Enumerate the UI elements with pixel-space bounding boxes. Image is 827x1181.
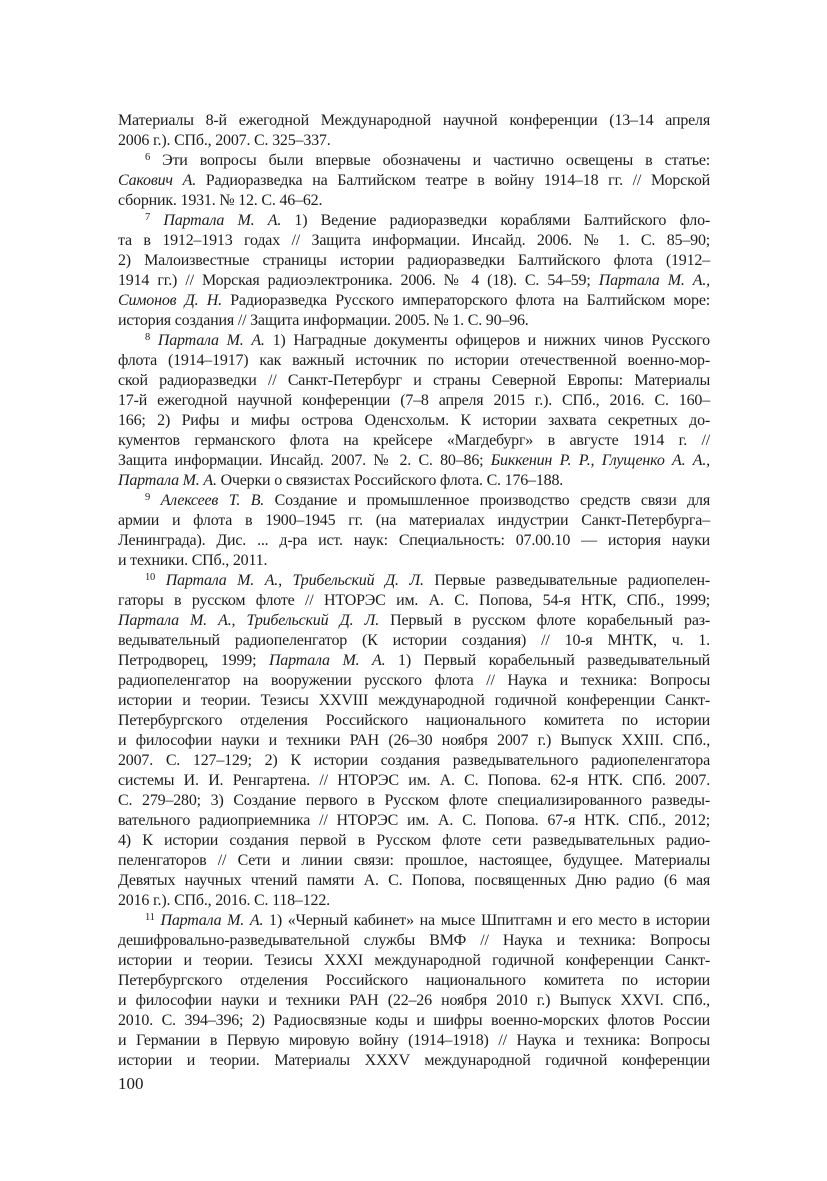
text-line	[118, 511, 710, 531]
author-name-italic: Биккенин Р. Р., Глущенко А. А.,	[490, 452, 710, 469]
footnote-number: 10	[145, 572, 156, 583]
text-run: Ленинграда). Дис. ... д-ра ист. наук: Специальность: 07.00.10 — история науки	[118, 532, 710, 549]
text-line	[118, 591, 710, 611]
text-run: Очерки о связистах Российского флота. С. 176–188.	[216, 472, 564, 489]
text-line	[118, 271, 710, 291]
text-line	[118, 411, 710, 431]
text-line	[118, 391, 710, 411]
text-line	[118, 751, 710, 771]
text-run: истории и теории. Материалы XXXV международной годичной конференции	[118, 1052, 710, 1069]
text-line	[118, 951, 710, 971]
text-run: Петербургского отделения Российского национального комитета по истории	[118, 972, 710, 989]
text-run: Радиоразведка Русского императорского флота на Балтийском море:	[221, 292, 710, 309]
text-line	[118, 931, 710, 951]
text-run: Радиоразведка на Балтийском театре в войну 1914–18 гг. // Морской	[196, 172, 710, 189]
text-run: 1) Наградные документы офицеров и нижних чинов Русского	[264, 332, 710, 349]
text-run: 2016 г.). СПб., 2016. С. 118–122.	[118, 892, 330, 909]
footnote-number: 11	[145, 912, 155, 923]
text-run: дешифровально-разведывательной службы ВМФ // Наука и техника: Вопросы	[118, 932, 710, 949]
text-line	[118, 851, 710, 871]
text-run: 2006 г.). СПб., 2007. С. 325–337.	[118, 132, 331, 149]
reference-continuation	[118, 111, 710, 151]
text-line	[118, 711, 710, 731]
text-run: Петербургского отделения Российского национального комитета по истории	[118, 712, 710, 729]
text-run: 1) «Черный кабинет» на мысе Шпитгамн и его место в истории	[263, 912, 710, 929]
text-line	[118, 251, 710, 271]
text-line	[118, 791, 710, 811]
text-run: ской радиоразведки // Санкт-Петербург и страны Северной Европы: Материалы	[118, 372, 710, 389]
text-run: 17-й ежегодной научной конференции (7–8 апреля 2015 г.). СПб., 2016. С. 160–	[118, 392, 710, 409]
text-run: 1) Первый корабельный разведывательный	[385, 652, 710, 669]
page-number: 100	[118, 1074, 144, 1093]
text-run: системы И. И. Ренгартена. // НТОРЭС им. А. С. Попова. 62-я НТК. СПб. 2007.	[118, 772, 710, 789]
footnote-10	[118, 571, 710, 911]
text-run: и техники. СПб., 2011.	[118, 552, 268, 569]
footnote-8	[118, 331, 710, 491]
text-run: армии и флота в 1900–1945 гг. (на материалах индустрии Санкт-Петербурга–	[118, 512, 710, 529]
text-run: истории и теории. Тезисы XXVIII международной годичной конференции Санкт-	[118, 692, 710, 709]
text-run: ведывательный радиопеленгатор (К истории создания) // 10-я МНТК, ч. 1.	[118, 632, 710, 649]
footnote-11	[118, 911, 710, 1071]
text-line	[118, 971, 710, 991]
text-run: 2010. С. 394–396; 2) Радиосвязные коды и шифры военно-морских флотов России	[118, 1012, 710, 1029]
text-run: та в 1912–1913 годах // Защита информации. Инсайд. 2006. № 1. С. 85–90;	[118, 232, 710, 249]
text-run: Эти вопросы были впервые обозначены и частично освещены в статье:	[150, 152, 710, 169]
text-line	[118, 871, 710, 891]
text-run: сборник. 1931. № 12. С. 46–62.	[118, 192, 323, 209]
text-line	[118, 731, 710, 751]
text-run: Материалы 8-й ежегодной Международной научной конференции (13–14 апреля	[118, 112, 710, 129]
text-run: С. 279–280; 3) Создание первого в Русском флоте специализированного разведы-	[118, 792, 710, 809]
text-run: вательного радиоприемника // НТОРЭС им. А. С. Попова. 67-я НТК. СПб., 2012;	[118, 812, 710, 829]
text-run: 1) Ведение радиоразведки кораблями Балтийского фло-	[281, 212, 710, 229]
text-line	[118, 431, 710, 451]
footnotes-text-block	[118, 111, 710, 1071]
footnote-9	[118, 491, 710, 571]
text-line	[118, 1031, 710, 1051]
text-line	[118, 151, 710, 171]
text-run: 166; 2) Рифы и мифы острова Оденсхольм. К истории захвата секретных до-	[118, 412, 710, 429]
text-line	[118, 811, 710, 831]
text-run: 2007. С. 127–129; 2) К истории создания разведывательного радиопеленгатора	[118, 752, 710, 769]
text-line	[118, 351, 710, 371]
text-run: истории и теории. Тезисы XXXI международной годичной конференции Санкт-	[118, 952, 710, 969]
text-run: и философии науки и техники РАН (26–30 ноября 2007 г.) Выпуск XXIII. СПб.,	[118, 732, 710, 749]
text-line	[118, 991, 710, 1011]
text-line	[118, 171, 710, 191]
text-line	[118, 891, 710, 911]
text-run: радиопеленгатор на вооружении русского флота // Наука и техника: Вопросы	[118, 672, 710, 689]
text-line	[118, 451, 710, 471]
footnote-number: 8	[145, 332, 151, 343]
text-run: Создание и промышленное производство средств связи для	[264, 492, 710, 509]
text-line	[118, 371, 710, 391]
author-name-italic: Партала М. А., Трибельский Д. Л.	[118, 612, 379, 629]
text-line	[118, 291, 710, 311]
text-line	[118, 311, 710, 331]
text-run: Девятых научных чтений памяти А. С. Попова, посвященных Дню радио (6 мая	[118, 872, 710, 889]
author-name-italic: Партала М. А., Трибельский Д. Л.	[155, 572, 424, 589]
text-run: 1914 гг.) // Морская радиоэлектроника. 2006. № 4 (18). С. 54–59;	[118, 272, 599, 289]
text-line	[118, 471, 710, 491]
author-name-italic: Симонов Д. Н.	[118, 292, 222, 309]
text-line	[118, 111, 710, 131]
text-line	[118, 911, 710, 931]
text-line	[118, 611, 710, 631]
author-name-italic: Партала М. А.	[150, 212, 282, 229]
footnote-number: 6	[145, 152, 151, 163]
text-run: кументов германского флота на крейсере «Магдебург» в августе 1914 г. //	[118, 432, 710, 449]
text-line	[118, 651, 710, 671]
text-line	[118, 1011, 710, 1031]
text-run: Первый в русском флоте корабельный раз-	[379, 612, 710, 629]
text-line	[118, 131, 710, 151]
text-run: 2) Малоизвестные страницы истории радиоразведки Балтийского флота (1912–	[118, 252, 710, 269]
footnote-number: 7	[145, 212, 151, 223]
text-line	[118, 531, 710, 551]
text-run: Петродворец, 1999;	[118, 652, 269, 669]
text-run: Первые разведывательные радиопелен-	[423, 572, 710, 589]
text-run: и Германии в Первую мировую войну (1914–1918) // Наука и техника: Вопросы	[118, 1032, 710, 1049]
author-name-italic: Партала М. А.	[118, 472, 217, 489]
text-line	[118, 1051, 710, 1071]
author-name-italic: Партала М. А.	[150, 332, 265, 349]
text-line	[118, 691, 710, 711]
text-line	[118, 231, 710, 251]
text-run: флота (1914–1917) как важный источник по истории отечественной военно-мор-	[118, 352, 710, 369]
text-run: история создания // Защита информации. 2005. № 1. С. 90–96.	[118, 312, 529, 329]
author-name-italic: Партала М. А.	[154, 912, 264, 929]
text-line	[118, 831, 710, 851]
text-run: пеленгаторов // Сети и линии связи: прошлое, настоящее, будущее. Материалы	[118, 852, 710, 869]
text-run: гаторы в русском флоте // НТОРЭС им. А. С. Попова, 54-я НТК, СПб., 1999;	[118, 592, 710, 609]
author-name-italic: Сакович А.	[118, 172, 196, 189]
author-name-italic: Алексеев Т. В.	[150, 492, 265, 509]
text-line	[118, 491, 710, 511]
footnote-6	[118, 151, 710, 211]
footnote-7	[118, 211, 710, 331]
text-line	[118, 571, 710, 591]
text-run: 4) К истории создания первой в Русском флоте сети разведывательных радио-	[118, 832, 710, 849]
text-line	[118, 211, 710, 231]
text-line	[118, 551, 710, 571]
footnote-number: 9	[145, 492, 151, 503]
text-line	[118, 771, 710, 791]
text-run: Защита информации. Инсайд. 2007. № 2. С. 80–86;	[118, 452, 491, 469]
text-line	[118, 631, 710, 651]
author-name-italic: Партала М. А.	[268, 652, 386, 669]
text-line	[118, 671, 710, 691]
text-line	[118, 191, 710, 211]
author-name-italic: Партала М. А.,	[598, 272, 710, 289]
text-run: и философии науки и техники РАН (22–26 ноября 2010 г.) Выпуск XXVI. СПб.,	[118, 992, 710, 1009]
text-line	[118, 331, 710, 351]
